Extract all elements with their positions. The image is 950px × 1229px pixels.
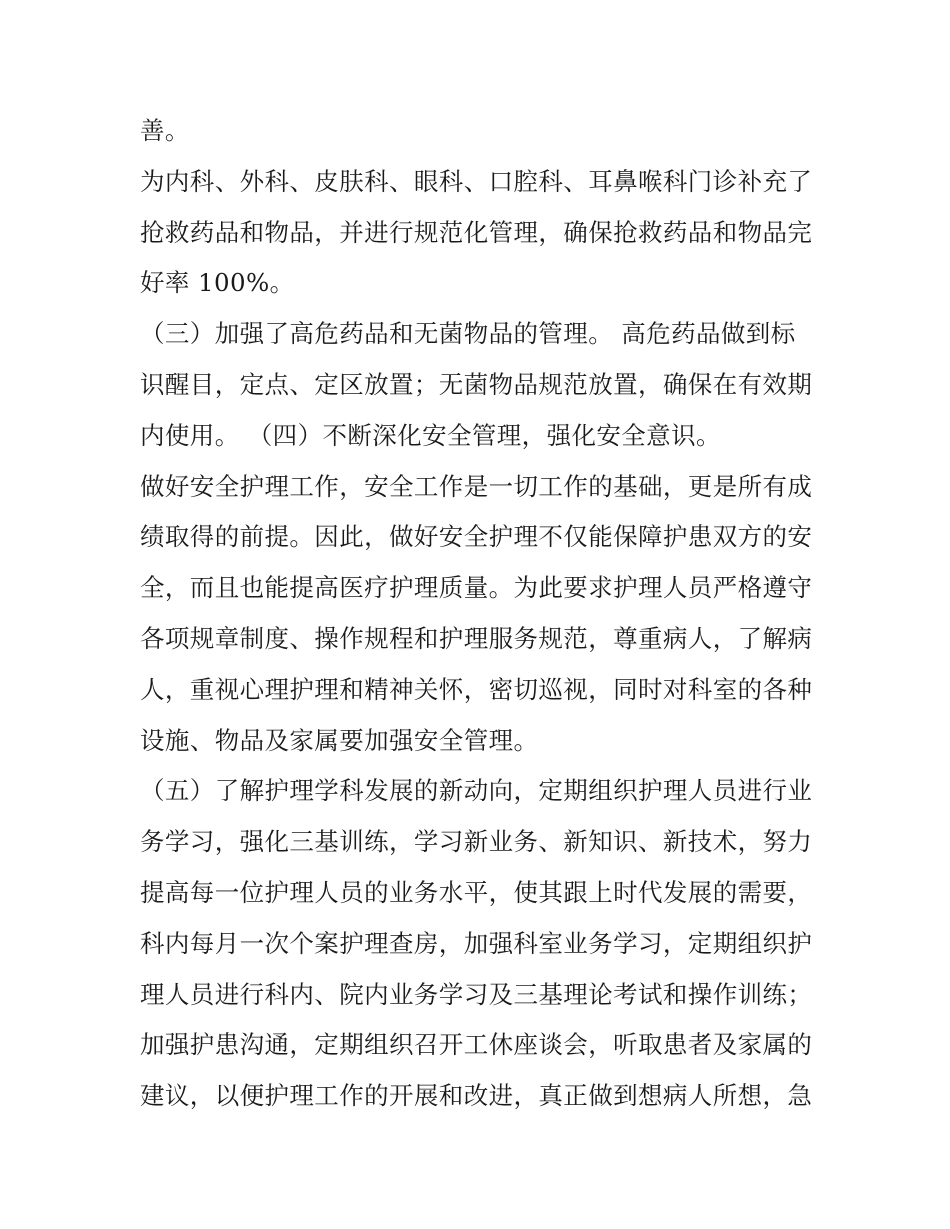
text-line-7: 内使用。 （四）不断深化安全管理，强化安全意识。 bbox=[140, 420, 721, 450]
text-line-11: 各项规章制度、操作规程和护理服务规范，尊重病人，了解病 bbox=[140, 623, 813, 653]
text-line-6: 识醒目，定点、定区放置；无菌物品规范放置，确保在有效期 bbox=[140, 369, 813, 399]
text-line-19: 加强护患沟通，定期组织召开工休座谈会，听取患者及家属的 bbox=[140, 1030, 813, 1060]
text-line-14: （五）了解护理学科发展的新动向，定期组织护理人员进行业 bbox=[140, 776, 813, 806]
text-line-12: 人，重视心理护理和精神关怀，密切巡视，同时对科室的各种 bbox=[140, 674, 813, 704]
text-line-2: 为内科、外科、皮肤科、眼科、口腔科、耳鼻喉科门诊补充了 bbox=[140, 166, 813, 196]
text-line-17: 科内每月一次个案护理查房，加强科室业务学习，定期组织护 bbox=[140, 928, 813, 958]
text-line-18: 理人员进行科内、院内业务学习及三基理论考试和操作训练； bbox=[140, 979, 813, 1009]
text-line-10: 全，而且也能提高医疗护理质量。为此要求护理人员严格遵守 bbox=[140, 573, 813, 603]
text-line-20: 建议，以便护理工作的开展和改进，真正做到想病人所想，急 bbox=[140, 1081, 813, 1111]
text-line-9: 绩取得的前提。因此，做好安全护理不仅能保障护患双方的安 bbox=[140, 522, 813, 552]
text-line-13: 设施、物品及家属要加强安全管理。 bbox=[140, 725, 539, 755]
text-line-4: 好率 100%。 bbox=[140, 268, 295, 298]
text-line-16: 提高每一位护理人员的业务水平，使其跟上时代发展的需要， bbox=[140, 877, 813, 907]
text-line-8: 做好安全护理工作，安全工作是一切工作的基础，更是所有成 bbox=[140, 471, 813, 501]
text-line-1: 善。 bbox=[140, 116, 190, 145]
text-line-5: （三）加强了高危药品和无菌物品的管理。 高危药品做到标 bbox=[140, 319, 796, 349]
body-text bbox=[140, 106, 820, 1122]
text-line-3: 抢救药品和物品，并进行规范化管理，确保抢救药品和物品完 bbox=[140, 217, 813, 247]
text-line-15: 务学习，强化三基训练，学习新业务、新知识、新技术，努力 bbox=[140, 827, 813, 857]
